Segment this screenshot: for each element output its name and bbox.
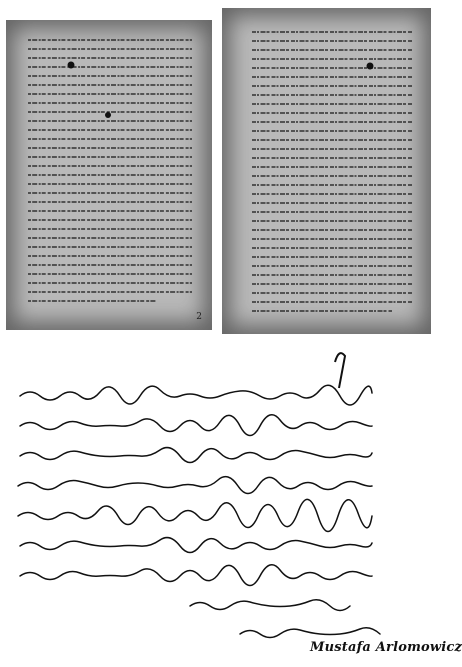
handwritten-annotation [0,342,462,663]
manuscript-leaf-left [6,20,212,330]
manuscript-photograph [0,0,435,340]
cyrillic-script-lines-right [222,8,431,334]
folio-number-left: 2 [196,312,202,322]
author-signature: Mustafa Arlomowicz [310,640,462,655]
cyrillic-script-lines-left [6,20,212,330]
arabic-script-handwriting [0,342,435,663]
manuscript-leaf-right [222,8,431,334]
